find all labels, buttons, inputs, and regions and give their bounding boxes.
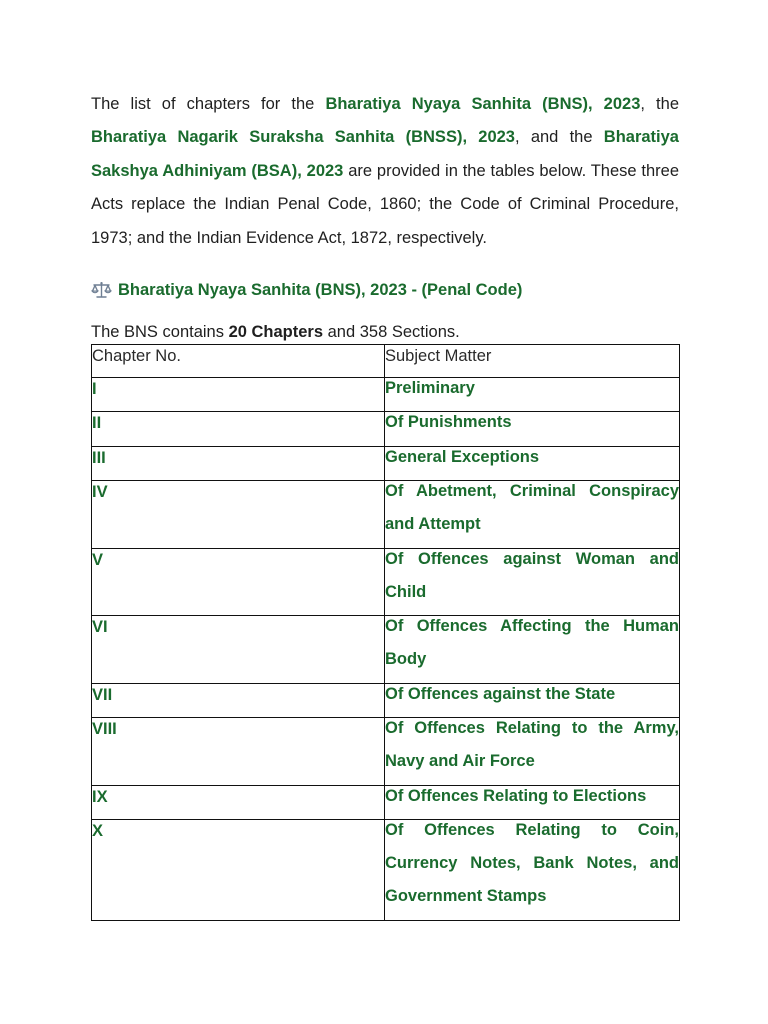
- header-subject-matter: Subject Matter: [385, 345, 680, 378]
- table-row: [92, 718, 680, 786]
- chapter-subject: Of Offences Affecting the Human Body: [385, 617, 679, 669]
- chapter-subject: Of Offences against Woman and Child: [385, 549, 679, 601]
- chapter-subject: General Exceptions: [385, 447, 540, 466]
- chapter-subject-cell: [385, 480, 680, 548]
- chapter-subject-cell: [385, 819, 680, 920]
- chapter-subject: Preliminary: [385, 379, 475, 398]
- section-heading: [91, 279, 679, 301]
- chapter-number: X: [92, 819, 385, 920]
- intro-text-1: The list of chapters for the: [91, 95, 326, 113]
- section-title: Bharatiya Nyaya Sanhita (BNS), 2023 - (Penal Code): [118, 280, 523, 299]
- chapter-number: II: [92, 412, 385, 446]
- intro-text-2: , the: [640, 95, 679, 113]
- bns-name: Bharatiya Nyaya Sanhita (BNS), 2023: [325, 95, 641, 113]
- chapter-subject: Of Offences Relating to Coin, Currency Notes, Bank Notes, and Government Stamps: [385, 820, 679, 906]
- bsa-name: Bharatiya Sakshya Adhiniyam (BSA), 2023: [91, 128, 679, 180]
- table-row: [92, 480, 680, 548]
- chapter-number: VI: [92, 616, 385, 684]
- chapter-subject: Of Offences against the State: [385, 684, 616, 703]
- intro-text-4: are provided in the tables below. These three Acts replace the Indian Penal Code, 1860; the Code of Criminal Procedure, 1973; and the Indian Evidence Act, 1872, respectively.: [91, 161, 680, 247]
- chapter-number: III: [92, 446, 385, 480]
- chapter-subject: Of Abetment, Criminal Conspiracy and Attempt: [385, 481, 679, 534]
- chapter-subject-cell: [385, 548, 680, 616]
- summary-chapters: 20 Chapters: [228, 323, 324, 342]
- chapter-number: VII: [92, 683, 385, 717]
- bnss-name: Bharatiya Nagarik Suraksha Sanhita (BNSS), 2023: [91, 128, 515, 147]
- chapter-subject-cell: [385, 718, 680, 786]
- table-row: [92, 819, 680, 920]
- chapter-number: V: [92, 548, 385, 616]
- chapter-number: VIII: [92, 718, 385, 786]
- chapter-subject: Of Offences Relating to Elections: [385, 786, 647, 805]
- chapter-number: I: [92, 378, 385, 412]
- chapter-number: IV: [92, 480, 385, 548]
- document-page: [91, 88, 679, 921]
- chapter-number: IX: [92, 785, 385, 819]
- header-chapter-no: Chapter No.: [92, 345, 385, 378]
- table-row: [92, 616, 680, 684]
- chapter-subject: Of Offences Relating to the Army, Navy and Air Force: [385, 719, 679, 771]
- balance-scale-icon: [91, 281, 112, 299]
- summary-suffix: and 358 Sections.: [323, 323, 460, 342]
- chapter-subject: Of Punishments: [385, 413, 512, 432]
- intro-text-3: , and the: [514, 128, 604, 147]
- chapter-subject-cell: [385, 616, 680, 684]
- chapters-table: [91, 344, 680, 921]
- table-row: [92, 548, 680, 616]
- summary-line: [91, 322, 679, 342]
- summary-prefix: The BNS contains: [91, 323, 229, 342]
- intro-paragraph: [91, 88, 679, 255]
